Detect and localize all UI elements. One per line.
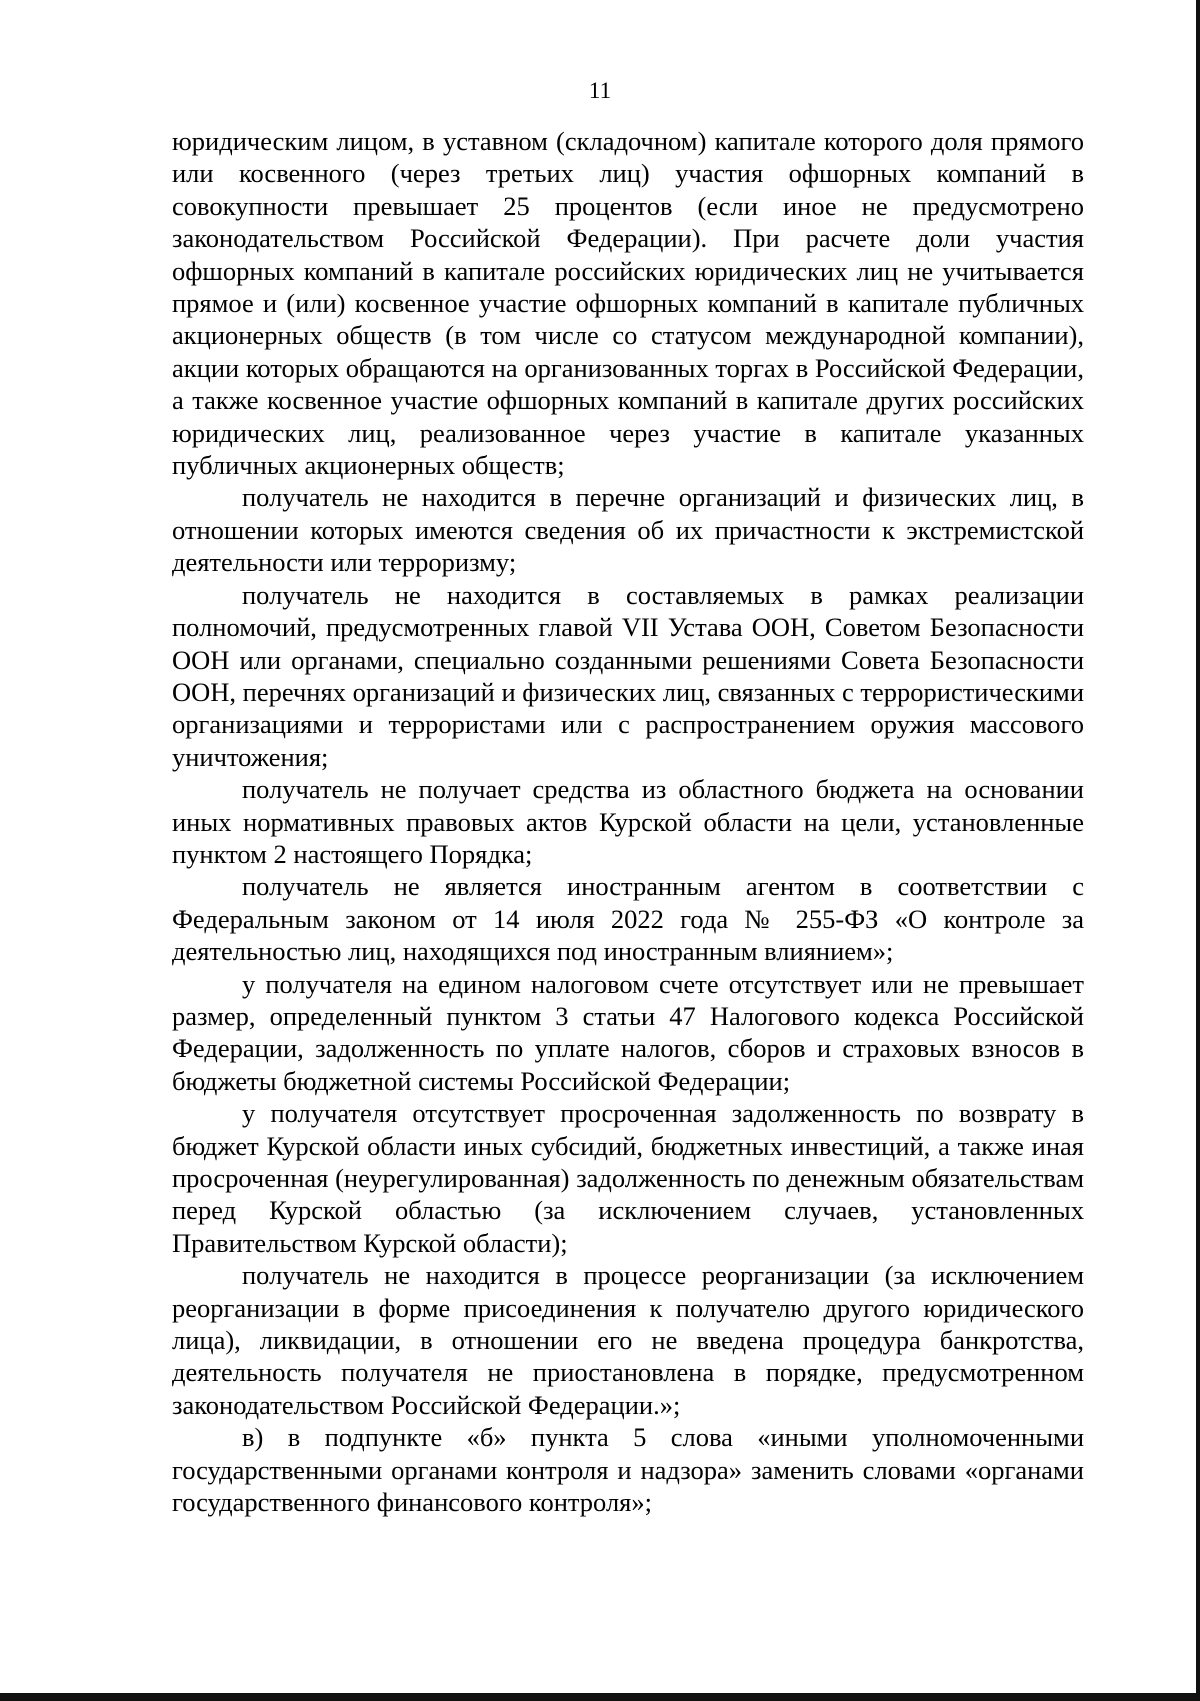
paragraph-reorganization: получатель не находится в процессе реорганизации (за исключением реорганизации в форме присоединения к получателю другого юридического лица), ликвидации, в отношении его не введена процедура банкротства, деятельность получателя не приостановлена в порядке, предусмотренном законодательством Российской Федерации.»;	[172, 1260, 1084, 1420]
paragraph-overdue-debt: у получателя отсутствует просроченная задолженность по возврату в бюджет Курской области иных субсидий, бюджетных инвестиций, а также иная просроченная (неурегулированная) задолженность по денежным обязательствам перед Курской областью (за исключением случаев, установленных Правительством Курской области);	[172, 1098, 1084, 1258]
document-body	[172, 125, 1084, 1518]
paragraph-subpoint-b-amendment: в) в подпункте «б» пункта 5 слова «иными уполномоченными государственными органами контроля и надзора» заменить словами «органами государственного финансового контроля»;	[172, 1422, 1084, 1518]
scan-border-right	[1196, 0, 1200, 1701]
paragraph-extremism-list: получатель не находится в перечне организаций и физических лиц, в отношении которых имеются сведения об их причастности к экстремистской деятельности или терроризму;	[172, 482, 1084, 578]
scan-border-bottom	[0, 1693, 1200, 1701]
paragraph-un-security-council-list: получатель не находится в составляемых в рамках реализации полномочий, предусмотренных главой VII Устава ООН, Советом Безопасности ООН или органами, специально созданными решениями Совета Безопасности ООН, перечнях организаций и физических лиц, связанных с террористическими организациями и террористами или с распространением оружия массового уничтожения;	[172, 579, 1084, 772]
paragraph-foreign-agent: получатель не является иностранным агентом в соответствии с Федеральным законом от 14 июля 2022 года № 255-ФЗ «О контроле за деятельностью лиц, находящихся под иностранным влиянием»;	[172, 871, 1084, 967]
paragraph-offshore-continuation: юридическим лицом, в уставном (складочном) капитале которого доля прямого или косвенного (через третьих лиц) участия офшорных компаний в совокупности превышает 25 процентов (если иное не предусмотрено законодательством Российской Федерации). При расчете доли участия офшорных компаний в капитале российских юридических лиц не учитывается прямое и (или) косвенное участие офшорных компаний в капитале публичных акционерных обществ (в том числе со статусом международной компании), акции которых обращаются на организованных торгах в Российской Федерации, а также косвенное участие офшорных компаний в капитале других российских юридических лиц, реализованное через участие в капитале указанных публичных акционерных обществ;	[172, 126, 1084, 481]
page-number: 11	[588, 78, 612, 103]
paragraph-tax-debt: у получателя на едином налоговом счете отсутствует или не превышает размер, определенный пунктом 3 статьи 47 Налогового кодекса Российской Федерации, задолженность по уплате налогов, сборов и страховых взносов в бюджеты бюджетной системы Российской Федерации;	[172, 968, 1084, 1096]
paragraph-regional-budget-funds: получатель не получает средства из областного бюджета на основании иных нормативных правовых актов Курской области на цели, установленные пунктом 2 настоящего Порядка;	[172, 774, 1084, 869]
